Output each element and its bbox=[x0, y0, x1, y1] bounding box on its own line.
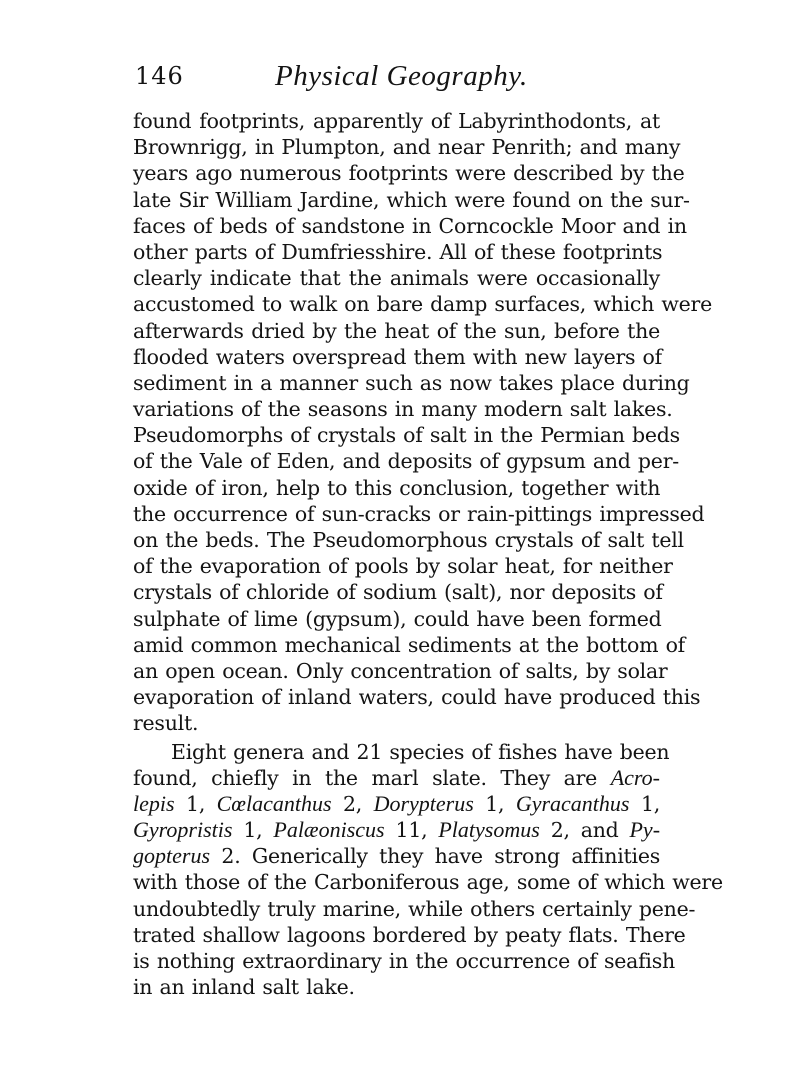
text-line: in an inland salt lake. bbox=[133, 975, 355, 1000]
paragraph-2 bbox=[133, 739, 723, 1001]
text-line: is nothing extraordinary in the occurrence of seafish bbox=[133, 949, 675, 973]
text-run: 2, and bbox=[539, 818, 630, 843]
page-header bbox=[135, 60, 660, 100]
text-line: trated shallow lagoons bordered by peaty flats. There bbox=[133, 922, 686, 947]
text-run: 2. Generically they have strong affinities bbox=[210, 844, 660, 869]
text-line: Pseudomorphs of crystals of salt in the Permian beds bbox=[133, 423, 680, 448]
text-run: 1, bbox=[174, 791, 217, 816]
text-line: oxide of iron, help to this conclusion, together with bbox=[133, 475, 661, 500]
taxon-name: Gyropristis bbox=[133, 817, 233, 843]
taxon-name: gopterus bbox=[133, 843, 210, 869]
text-line bbox=[133, 817, 660, 843]
paragraph-1 bbox=[133, 108, 712, 737]
text-line: on the beds. The Pseudomorphous crystals of salt tell bbox=[133, 528, 684, 552]
text-run: 2, bbox=[331, 791, 374, 816]
taxon-name: Gyracanthus bbox=[515, 790, 630, 816]
taxon-name: Platysomus bbox=[438, 817, 540, 843]
text-run: 1, bbox=[232, 818, 274, 843]
text-line: late Sir William Jardine, which were found on the sur- bbox=[133, 187, 690, 212]
text-line: with those of the Carboniferous age, some of which were bbox=[133, 870, 723, 895]
text-line: evaporation of inland waters, could have produced this bbox=[133, 685, 701, 710]
text-run: 1, bbox=[473, 791, 516, 816]
taxon-name: Dorypterus bbox=[373, 790, 474, 816]
text-line: undoubtedly truly marine, while others certainly pene- bbox=[133, 896, 696, 921]
taxon-name: Cœlacanthus bbox=[216, 790, 332, 816]
taxon-name: Palæoniscus bbox=[273, 817, 385, 843]
text-line: an open ocean. Only concentration of salts, by solar bbox=[133, 658, 668, 683]
text-line bbox=[133, 765, 660, 791]
text-line: afterwards dried by the heat of the sun, before the bbox=[133, 318, 660, 343]
running-title: Physical Geography. bbox=[275, 60, 528, 92]
text-line: Brownrigg, in Plumpton, and near Penrith; and many bbox=[133, 135, 681, 160]
text-line: of the evaporation of pools by solar heat, for neither bbox=[133, 554, 673, 579]
text-line: found footprints, apparently of Labyrinthodonts, at bbox=[133, 109, 660, 133]
text-line: crystals of chloride of sodium (salt), nor deposits of bbox=[133, 580, 663, 605]
text-line: flooded waters overspread them with new layers of bbox=[133, 344, 662, 369]
text-line: sulphate of lime (gypsum), could have been formed bbox=[133, 606, 662, 631]
text-line: faces of beds of sandstone in Corncockle Moor and in bbox=[133, 213, 687, 238]
taxon-name: lepis bbox=[133, 790, 175, 816]
taxon-name: Acro- bbox=[610, 764, 660, 790]
taxon-name: Py- bbox=[629, 817, 661, 843]
text-line: the occurrence of sun-cracks or rain-pittings impressed bbox=[133, 501, 705, 526]
text-line: amid common mechanical sediments at the bottom of bbox=[133, 632, 685, 657]
text-line: clearly indicate that the animals were occasionally bbox=[133, 266, 660, 291]
text-line: result. bbox=[133, 711, 199, 736]
text-run: found, chiefly in the marl slate. They are bbox=[133, 765, 598, 790]
text-run: 11, bbox=[384, 818, 439, 843]
text-line: of the Vale of Eden, and deposits of gypsum and per- bbox=[133, 449, 679, 474]
text-line: variations of the seasons in many modern salt lakes. bbox=[133, 397, 673, 422]
text-line: other parts of Dumfriesshire. All of these footprints bbox=[133, 239, 663, 264]
text-line: Eight genera and 21 species of fishes have been bbox=[171, 739, 670, 764]
text-line: years ago numerous footprints were described by the bbox=[133, 161, 685, 186]
page-number: 146 bbox=[135, 62, 184, 90]
text-line bbox=[133, 791, 660, 817]
text-line bbox=[133, 843, 660, 869]
text-line: accustomed to walk on bare damp surfaces, which were bbox=[133, 292, 712, 317]
body-text bbox=[133, 108, 723, 1000]
text-run: 1, bbox=[629, 791, 661, 816]
text-line: sediment in a manner such as now takes place during bbox=[133, 370, 690, 395]
